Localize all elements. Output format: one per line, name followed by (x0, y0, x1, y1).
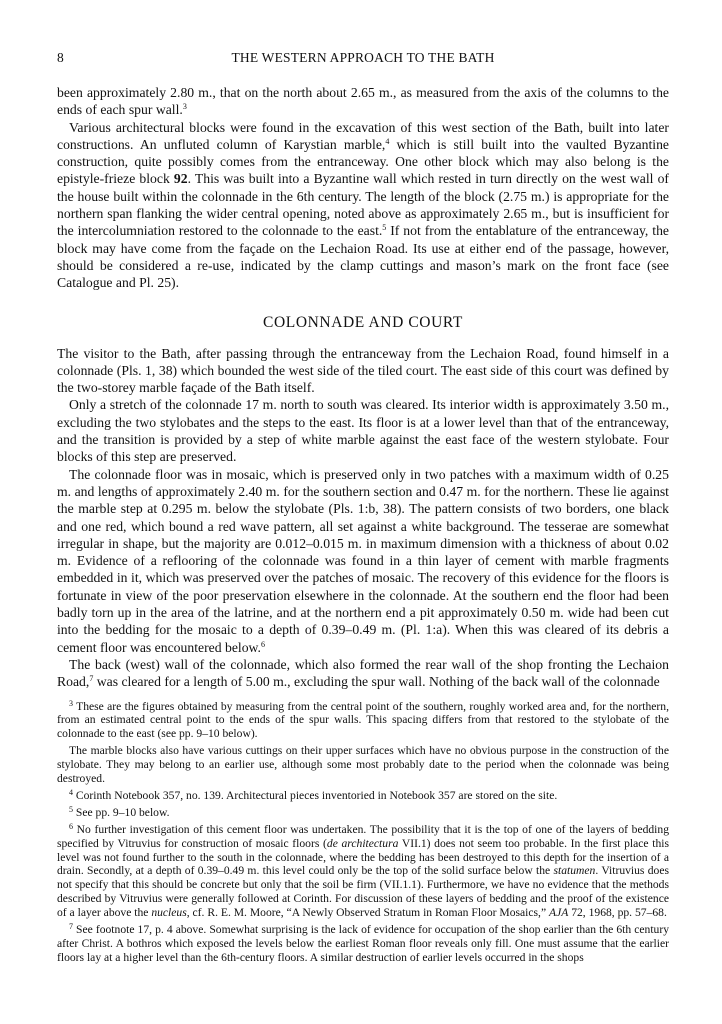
catalogue-number: 92 (173, 171, 188, 187)
running-title: THE WESTERN APPROACH TO THE BATH (231, 50, 495, 65)
footnotes (57, 700, 669, 965)
page-number: 8 (57, 50, 64, 65)
footnote-6: $^6$ No further investigation of this cement floor was undertaken. The possibility that it is the top of one of the layers of bedding specified by Vitruvius for construction of mosaic floors (de architectura VII.1) does not seem too probable. In the first place this level was not found further to the south in the colonnade, where the bedding has been destroyed to this depth for the insertion of a drain. Secondly, at a depth of 0.39–0.49 m. this level could only be the top of the solid surface below the statumen. Vitruvius does not specify that this should be concrete but only that the soil be firm (VII.1.1). Furthermore, we have no evidence that the methods described by Vitruvius were generally followed at Corinth. For discussion of these layers of bedding and the proof of the existence of a layer above the nucleus, cf. R. E. M. Moore, “A Newly Observed Stratum in Roman Floor Mosaics,” AJA 72, 1968, pp. 57–68. (57, 821, 669, 920)
footnote-3: $^3$ These are the figures obtained by measuring from the central point of the southern, roughly worked area and, for the northern, from an estimated central point to the ends of the spur walls. This spacing differs from that restored to the stylobate of the colonnade to the east (see pp. 9–10 below). (57, 698, 669, 741)
paragraph-2: Various architectural blocks were found in the excavation of this west section of the Bath, built into later constructions. An unfluted column of Karystian marble,$^4$ which is still built into the vaulted Byzantine construction, quite possibly comes from the entranceway. One other block which may also belong is the epistyle-frieze block 92. This was built into a Byzantine wall which rested in turn directly on the west wall of the house built within the colonnade in the 6th century. The length of the block (2.75 m.) is appropriate for the northern span flanking the wider central opening, noted above as approximately 2.65 m., but is insufficient for the intercolumniation restored to the colonnade to the east.$^5$ If not from the entablature of the entranceway, the block may have come from the façade on the Lechaion Road. Its use at either end of the passage, however, should be considered a re-use, indicated by the clamp cuttings and mason’s mark on the front face (see Catalogue and Pl. 25). (57, 119, 670, 291)
footnote-ref-6[interactable]: 6 (260, 639, 265, 649)
footnote-ref-7[interactable]: 7 (89, 674, 94, 684)
section-heading: COLONNADE AND COURT (263, 313, 463, 331)
footnote-ref-3[interactable]: 3 (182, 102, 187, 112)
footnote-ref-5[interactable]: 5 (382, 223, 387, 233)
paragraph-5: The colonnade floor was in mosaic, which is preserved only in two patches with a maximum width of 0.25 m. and lengths of approximately 2.40 m. for the southern section and 0.47 m. for the northern. These lie against the marble step at 0.295 m. below the stylobate (Pls. 1:b, 38). The pattern consists of two borders, one black and one red, which bound a red wave pattern, all set against a white background. The tesserae are somewhat irregular in shape, but the majority are 0.012–0.015 m. in maximum dimension with a thickness of about 0.02 m. Evidence of a reflooring of the colonnade was found in a thin layer of cement with marble fragments embedded in it, which was preserved over the patches of mosaic. The recovery of this evidence for the floors is fortunate in view of the poor preservation elsewhere in the colonnade. At the southern end the floor had been badly torn up in the area of the latrine, and at the northern end a pit approximately 0.50 m. wide had been cut into the bedding for the mosaic to a depth of 0.39–0.49 m. (Pl. 1:a). When this was cleared of its debris a cement floor was encountered below.$^6$ (57, 466, 669, 655)
footnote-ref-4[interactable]: 4 (385, 136, 390, 146)
running-header (57, 50, 669, 68)
paragraph-1: been approximately 2.80 m., that on the north about 2.65 m., as measured from the axis of the columns to the ends of each spur wall.$^3$ (57, 85, 669, 118)
page (57, 50, 669, 968)
paragraph-6: The back (west) wall of the colonnade, which also formed the rear wall of the shop fronting the Lechaion Road,$^7$ was cleared for a length of 5.00 m., excluding the spur wall. Nothing of the back wall of the colonnade (57, 656, 669, 690)
footnote-4: $^4$ Corinth Notebook 357, no. 139. Architectural pieces inventoried in Notebook 357 are stored on the site. (69, 787, 558, 802)
footnote-7: $^7$ See footnote 17, p. 4 above. Somewhat surprising is the lack of evidence for occupation of the shop earlier than the 6th century after Christ. A bothros which exposed the levels below the earliest Roman floor reveals only fill. One must assume that the earlier floors lay at a higher level than the 6th-century floors. A similar destruction of earlier levels occurred in the shops (57, 922, 669, 964)
paragraph-4: Only a stretch of the colonnade 17 m. north to south was cleared. Its interior width is approximately 3.50 m., excluding the two stylobates and the steps to the east. Its floor is at a lower level than that of the entranceway, and the transition is provided by a step of white marble against the east face of the western stylobate. Four blocks of this step are preserved. (57, 397, 669, 465)
footnote-3-continued: The marble blocks also have various cuttings on their upper surfaces which have no obvious purpose in the construction of the stylobate. They may belong to an earlier use, although some most probably date to the period when the colonnade was being destroyed. (57, 744, 669, 786)
footnote-5: $^5$ See pp. 9–10 below. (69, 804, 170, 819)
main-text (57, 84, 669, 691)
paragraph-3: The visitor to the Bath, after passing through the entranceway from the Lechaion Road, found himself in a colonnade (Pls. 1, 38) which bounded the west side of the tiled court. The east side of this court was defined by the two-storey marble façade of the Bath itself. (57, 345, 669, 396)
